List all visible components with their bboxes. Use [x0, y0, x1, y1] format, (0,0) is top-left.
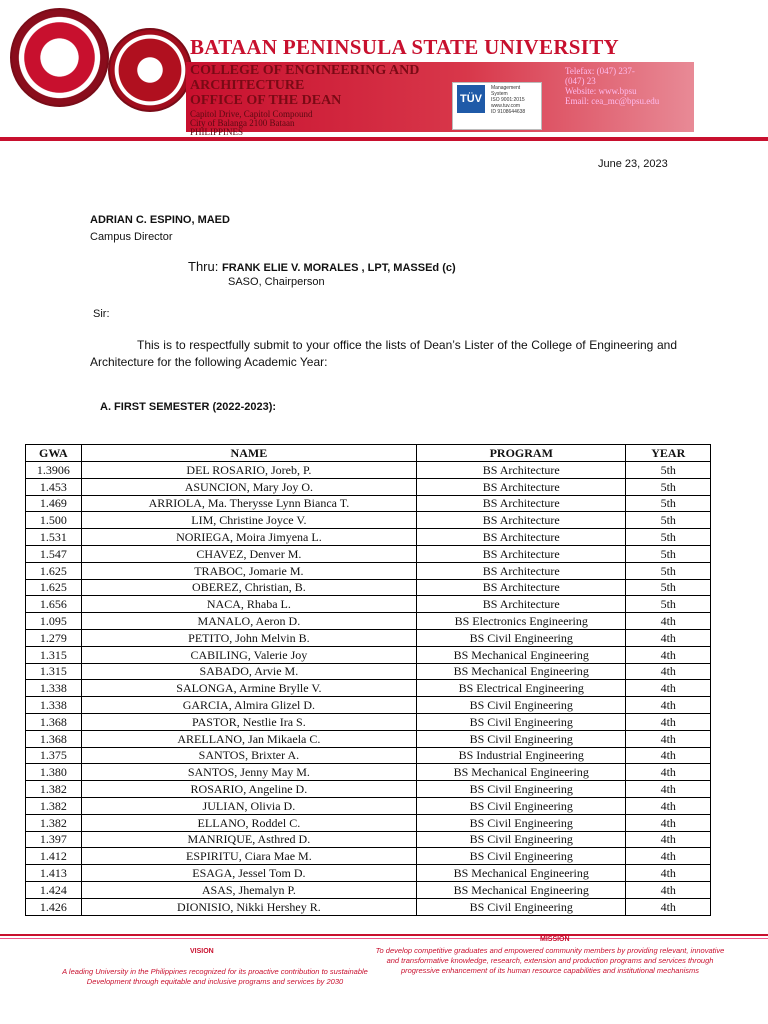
cell-gwa: 1.413: [26, 865, 82, 882]
cell-name: SALONGA, Armine Brylle V.: [81, 680, 416, 697]
cell-gwa: 1.625: [26, 562, 82, 579]
vision-heading: VISION: [190, 948, 214, 955]
university-name: BATAAN PENINSULA STATE UNIVERSITY: [190, 35, 620, 59]
cell-year: 4th: [626, 898, 711, 915]
contact-line: Telefax: (047) 237-: [565, 66, 635, 76]
addressee-title: Campus Director: [90, 231, 173, 243]
cell-name: OBEREZ, Christian, B.: [81, 579, 416, 596]
footer-divider-thin: [0, 938, 768, 939]
table-body: [26, 462, 711, 916]
table-row: [26, 697, 711, 714]
cell-gwa: 1.338: [26, 680, 82, 697]
cell-year: 5th: [626, 529, 711, 546]
cell-gwa: 1.315: [26, 646, 82, 663]
cert-line: ID 9108644638: [491, 109, 526, 115]
college-name: [190, 63, 460, 108]
table-row: [26, 781, 711, 798]
table-row: [26, 713, 711, 730]
table-row: [26, 478, 711, 495]
cell-program: BS Civil Engineering: [417, 814, 626, 831]
thru-title: SASO, Chairperson: [228, 276, 325, 288]
table-row: [26, 596, 711, 613]
column-header-year: YEAR: [626, 445, 711, 462]
cell-year: 5th: [626, 579, 711, 596]
contact-line: Email: cea_mc@bpsu.edu: [565, 96, 660, 106]
table-row: [26, 562, 711, 579]
table-row: [26, 680, 711, 697]
footer-divider: [0, 934, 768, 936]
cell-year: 4th: [626, 814, 711, 831]
table-row: [26, 462, 711, 479]
cell-program: BS Architecture: [417, 596, 626, 613]
column-header-name: NAME: [81, 445, 416, 462]
cell-gwa: 1.382: [26, 797, 82, 814]
cell-program: BS Mechanical Engineering: [417, 663, 626, 680]
table-row: [26, 613, 711, 630]
college-seal-logo: [108, 28, 192, 112]
cell-year: 4th: [626, 831, 711, 848]
table-header-row: [26, 445, 711, 462]
cell-gwa: 1.625: [26, 579, 82, 596]
cell-gwa: 1.279: [26, 629, 82, 646]
cell-gwa: 1.397: [26, 831, 82, 848]
table-row: [26, 797, 711, 814]
section-heading: A. FIRST SEMESTER (2022-2023):: [100, 401, 277, 413]
cell-name: ESPIRITU, Ciara Mae M.: [81, 848, 416, 865]
university-seal-logo: [10, 8, 109, 107]
cell-gwa: 1.3906: [26, 462, 82, 479]
certification-text: [491, 85, 525, 115]
thru-line: [188, 259, 456, 274]
cell-year: 4th: [626, 747, 711, 764]
college-address: [190, 110, 370, 137]
cell-program: BS Electrical Engineering: [417, 680, 626, 697]
vision-text: A leading University in the Philippines recognized for its proactive contribution to sustainable Development through equitable and inclusive programs and services by 2030: [62, 967, 368, 986]
contact-info: [565, 66, 693, 106]
cell-name: MANALO, Aeron D.: [81, 613, 416, 630]
cell-year: 5th: [626, 562, 711, 579]
cell-program: BS Mechanical Engineering: [417, 646, 626, 663]
cell-program: BS Civil Engineering: [417, 697, 626, 714]
cell-name: SANTOS, Jenny May M.: [81, 764, 416, 781]
salutation: Sir:: [93, 308, 110, 320]
cell-program: BS Civil Engineering: [417, 898, 626, 915]
cell-name: ASAS, Jhemalyn P.: [81, 881, 416, 898]
table-row: [26, 730, 711, 747]
iso-certification-badge: [452, 82, 542, 130]
cell-year: 4th: [626, 680, 711, 697]
table-row: [26, 764, 711, 781]
cell-name: CHAVEZ, Denver M.: [81, 545, 416, 562]
cell-name: PETITO, John Melvin B.: [81, 629, 416, 646]
cell-year: 4th: [626, 646, 711, 663]
table-row: [26, 529, 711, 546]
cell-year: 4th: [626, 865, 711, 882]
cell-gwa: 1.531: [26, 529, 82, 546]
cell-name: SANTOS, Brixter A.: [81, 747, 416, 764]
cell-name: ASUNCION, Mary Joy O.: [81, 478, 416, 495]
address-line: Capitol Drive, Capitol Compound: [190, 109, 313, 119]
cell-year: 4th: [626, 797, 711, 814]
cell-program: BS Mechanical Engineering: [417, 764, 626, 781]
cell-year: 4th: [626, 613, 711, 630]
column-header-gwa: GWA: [26, 445, 82, 462]
cell-gwa: 1.375: [26, 747, 82, 764]
college-line: ARCHITECTURE: [190, 78, 305, 93]
cell-year: 4th: [626, 663, 711, 680]
mission-heading: MISSION: [540, 936, 570, 943]
table-row: [26, 579, 711, 596]
cell-program: BS Civil Engineering: [417, 848, 626, 865]
table-row: [26, 898, 711, 915]
tuv-logo-icon: TÜV: [457, 85, 485, 113]
cell-year: 4th: [626, 730, 711, 747]
cell-program: BS Civil Engineering: [417, 713, 626, 730]
cell-name: ROSARIO, Angeline D.: [81, 781, 416, 798]
cell-program: BS Architecture: [417, 579, 626, 596]
header-divider: [0, 137, 768, 141]
cell-gwa: 1.500: [26, 512, 82, 529]
cell-gwa: 1.412: [26, 848, 82, 865]
cell-name: ELLANO, Roddel C.: [81, 814, 416, 831]
table-row: [26, 747, 711, 764]
cert-line: Management: [491, 85, 521, 91]
cell-program: BS Architecture: [417, 478, 626, 495]
cell-gwa: 1.424: [26, 881, 82, 898]
cell-gwa: 1.547: [26, 545, 82, 562]
contact-line: Website: www.bpsu: [565, 86, 637, 96]
table-row: [26, 865, 711, 882]
addressee-name: ADRIAN C. ESPINO, MAED: [90, 214, 230, 226]
cert-line: System: [491, 91, 508, 97]
cell-year: 4th: [626, 764, 711, 781]
cell-name: CABILING, Valerie Joy: [81, 646, 416, 663]
cell-gwa: 1.382: [26, 781, 82, 798]
table-row: [26, 495, 711, 512]
cert-line: ISO 9001:2015: [491, 97, 525, 103]
cell-name: MANRIQUE, Asthred D.: [81, 831, 416, 848]
letter-body: This is to respectfully submit to your office the lists of Dean’s Lister of the College of Engineering and Architecture for the following Academic Year:: [90, 338, 677, 369]
contact-line: (047) 23: [565, 76, 596, 86]
cell-year: 4th: [626, 781, 711, 798]
cell-year: 5th: [626, 495, 711, 512]
cell-name: DEL ROSARIO, Joreb, P.: [81, 462, 416, 479]
cell-year: 4th: [626, 629, 711, 646]
address-line: City of Balanga 2100 Bataan: [190, 118, 295, 128]
letter-date: June 23, 2023: [598, 158, 668, 170]
cell-name: TRABOC, Jomarie M.: [81, 562, 416, 579]
cell-gwa: 1.315: [26, 663, 82, 680]
cell-program: BS Civil Engineering: [417, 831, 626, 848]
cell-program: BS Electronics Engineering: [417, 613, 626, 630]
table-row: [26, 814, 711, 831]
cell-name: NACA, Rhaba L.: [81, 596, 416, 613]
cell-gwa: 1.368: [26, 730, 82, 747]
address-line: PHILIPPINES: [190, 127, 244, 137]
table-row: [26, 663, 711, 680]
cell-program: BS Mechanical Engineering: [417, 881, 626, 898]
cell-gwa: 1.338: [26, 697, 82, 714]
cell-gwa: 1.095: [26, 613, 82, 630]
mission-text: To develop competitive graduates and empowered community members by providing relevant, innovative and transformative knowledge, research, extension and production programs and services through progressive enhancement of its human resource capabilities and institutional mechanisms: [375, 946, 725, 975]
cell-name: NORIEGA, Moira Jimyena L.: [81, 529, 416, 546]
cell-year: 4th: [626, 881, 711, 898]
cell-program: BS Architecture: [417, 495, 626, 512]
table-row: [26, 646, 711, 663]
cell-gwa: 1.382: [26, 814, 82, 831]
cell-name: ESAGA, Jessel Tom D.: [81, 865, 416, 882]
cell-name: ARELLANO, Jan Mikaela C.: [81, 730, 416, 747]
cell-name: DIONISIO, Nikki Hershey R.: [81, 898, 416, 915]
cell-program: BS Civil Engineering: [417, 797, 626, 814]
cell-name: PASTOR, Nestlie Ira S.: [81, 713, 416, 730]
cell-year: 4th: [626, 848, 711, 865]
table-row: [26, 848, 711, 865]
column-header-program: PROGRAM: [417, 445, 626, 462]
thru-name: FRANK ELIE V. MORALES , LPT, MASSEd (c): [221, 262, 456, 274]
cell-name: GARCIA, Almira Glizel D.: [81, 697, 416, 714]
cell-program: BS Civil Engineering: [417, 730, 626, 747]
cell-program: BS Architecture: [417, 545, 626, 562]
thru-label: Thru:: [188, 259, 219, 274]
cell-gwa: 1.656: [26, 596, 82, 613]
table-row: [26, 512, 711, 529]
cell-program: BS Architecture: [417, 462, 626, 479]
cell-program: BS Mechanical Engineering: [417, 865, 626, 882]
cell-gwa: 1.469: [26, 495, 82, 512]
cell-gwa: 1.380: [26, 764, 82, 781]
cell-year: 5th: [626, 596, 711, 613]
table-row: [26, 545, 711, 562]
cell-name: SABADO, Arvie M.: [81, 663, 416, 680]
cell-program: BS Civil Engineering: [417, 781, 626, 798]
cell-year: 4th: [626, 697, 711, 714]
cell-gwa: 1.368: [26, 713, 82, 730]
cell-gwa: 1.453: [26, 478, 82, 495]
cell-year: 4th: [626, 713, 711, 730]
table-row: [26, 831, 711, 848]
cell-year: 5th: [626, 462, 711, 479]
table-row: [26, 881, 711, 898]
cell-gwa: 1.426: [26, 898, 82, 915]
cert-line: www.tuv.com: [491, 103, 521, 109]
cell-name: JULIAN, Olivia D.: [81, 797, 416, 814]
deans-list-table: [25, 444, 711, 916]
cell-program: BS Architecture: [417, 512, 626, 529]
cell-year: 5th: [626, 512, 711, 529]
college-line: COLLEGE OF ENGINEERING AND: [190, 63, 420, 78]
cell-program: BS Civil Engineering: [417, 629, 626, 646]
college-line: OFFICE OF THE DEAN: [190, 93, 342, 108]
cell-name: ARRIOLA, Ma. Therysse Lynn Bianca T.: [81, 495, 416, 512]
table-row: [26, 629, 711, 646]
cell-year: 5th: [626, 478, 711, 495]
cell-program: BS Industrial Engineering: [417, 747, 626, 764]
cell-year: 5th: [626, 545, 711, 562]
cell-program: BS Architecture: [417, 529, 626, 546]
cell-name: LIM, Christine Joyce V.: [81, 512, 416, 529]
cell-program: BS Architecture: [417, 562, 626, 579]
